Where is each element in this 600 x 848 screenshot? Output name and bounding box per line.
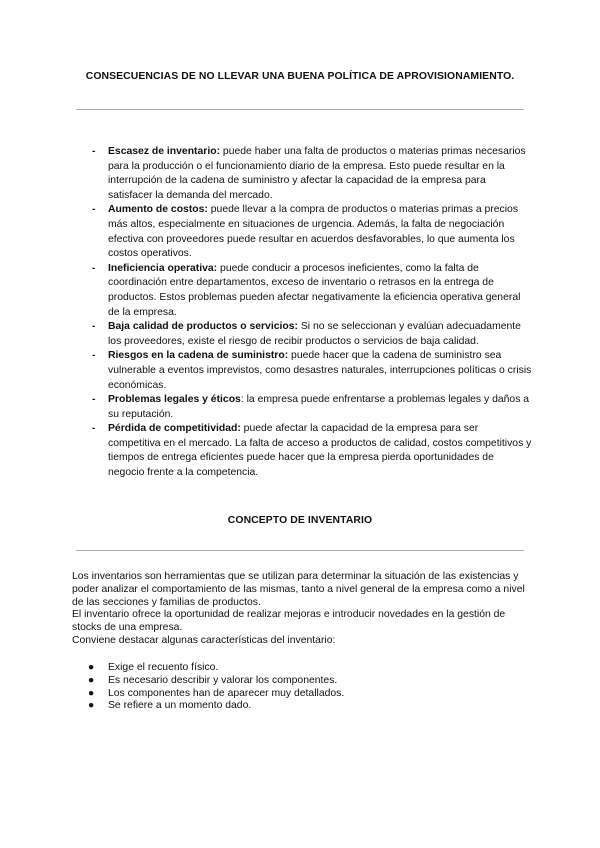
inventory-intro [72, 571, 534, 648]
bullet-dot-icon: ● [88, 662, 95, 673]
item-text: puede llevar a la compra de productos o materias primas a precios más altos, especialmente en situaciones de urgencia. Además, la falta de negociación efectiva con proveedores puede resultar en acuerdos desfavorables, lo que aumenta los costos operativos. [108, 204, 519, 260]
list-item [92, 262, 532, 320]
item-text: puede conducir a procesos ineficientes, como la falta de coordinación entre departamentos, exceso de inventario o retrasos en la entrega de productos. Estos problemas pueden afectar negativamente la eficiencia operativa general de la empresa. [108, 262, 521, 318]
list-item [92, 422, 532, 480]
paragraph: El inventario ofrece la oportunidad de realizar mejoras e introducir novedades en la gestión de stocks de una empresa. [72, 609, 506, 634]
item-term: Ineficiencia operativa: [108, 262, 218, 274]
list-item [88, 662, 508, 675]
list-item [92, 393, 532, 422]
paragraph: Los inventarios son herramientas que se utilizan para determinar la situación de las existencias y poder analizar el comportamiento de las mismas, tanto a nivel general de la empresa como a nivel de las secciones y familias de productos. [72, 571, 525, 608]
feature-text: Exige el recuento físico. [108, 662, 219, 673]
item-term: Escasez de inventario: [108, 146, 221, 157]
item-term: Riesgos en la cadena de suministro: [108, 350, 289, 362]
list-item [92, 320, 532, 349]
list-item [88, 700, 508, 713]
item-term: Problemas legales y éticos [108, 394, 241, 406]
dash-bullet: - [92, 350, 96, 362]
list-item [92, 145, 532, 203]
inventory-features-list [88, 662, 508, 713]
item-text: puede hacer que la cadena de suministro sea vulnerable a eventos imprevistos, como desastres naturales, interrupciones políticas o crisis económicas. [108, 350, 532, 391]
bullet-dot-icon: ● [88, 674, 95, 686]
dash-bullet: - [92, 262, 96, 274]
dash-bullet: - [92, 146, 96, 157]
horizontal-rule [76, 109, 524, 110]
section-title-consequences: CONSECUENCIAS DE NO LLEVAR UNA BUENA POLÍTICA DE APROVISIONAMIENTO. [85, 71, 515, 82]
list-item [88, 688, 508, 701]
item-text: Si no se seleccionan y evalúan adecuadamente los proveedores, existe el riesgo de recibir productos o servicios de baja calidad. [108, 321, 521, 347]
item-text: puede haber una falta de productos o materias primas necesarios para la producción o el funcionamiento diario de la empresa. Esto puede resultar en la interrupción de la cadena de suministro y afectar la capacidad de la empresa para satisfacer la demanda del mercado. [108, 146, 526, 201]
feature-text: Se refiere a un momento dado. [108, 700, 252, 712]
bullet-dot-icon: ● [88, 700, 95, 712]
dash-bullet: - [92, 423, 96, 435]
dash-bullet: - [92, 321, 96, 333]
horizontal-rule [76, 550, 524, 551]
feature-text: Los componentes han de aparecer muy detallados. [108, 687, 345, 699]
section-title-inventory-concept: CONCEPTO DE INVENTARIO [227, 515, 373, 526]
dash-bullet: - [92, 204, 96, 216]
bullet-dot-icon: ● [88, 687, 95, 699]
item-term: Baja calidad de productos o servicios: [108, 321, 298, 333]
paragraph: Conviene destacar algunas características del inventario: [72, 634, 336, 646]
feature-text: Es necesario describir y valorar los componentes. [108, 674, 338, 686]
item-text: puede afectar la capacidad de la empresa para ser competitiva en el mercado. La falta de acceso a productos de calidad, costos competitivos y tiempos de entrega eficientes puede hacer que la empresa pierda oportunidades de negocio frente a la competencia. [108, 423, 532, 479]
item-text: : la empresa puede enfrentarse a problemas legales y daños a su reputación. [108, 394, 530, 420]
list-item [92, 203, 532, 261]
list-item [88, 675, 508, 688]
dash-bullet: - [92, 394, 96, 406]
consequences-list [92, 145, 532, 481]
item-term: Aumento de costos: [108, 204, 208, 216]
list-item [92, 349, 532, 393]
item-term: Pérdida de competitividad: [108, 423, 241, 435]
